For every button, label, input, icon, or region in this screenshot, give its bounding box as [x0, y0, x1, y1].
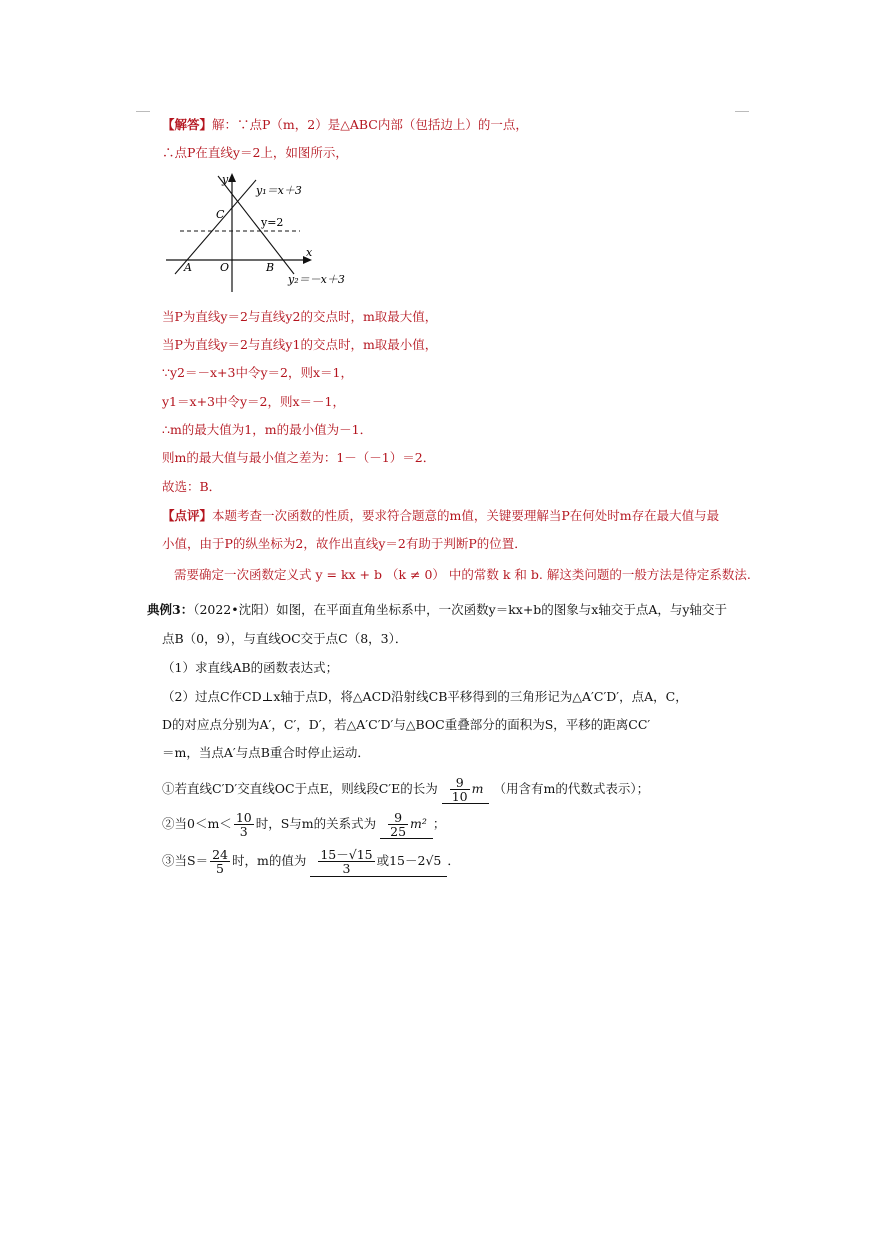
question-2-line-3: ＝m，当点A′与点B重合时停止运动．	[162, 745, 370, 760]
y-axis-arrow	[228, 173, 236, 182]
subq3-fraction	[210, 848, 230, 875]
subq1-answer	[442, 775, 490, 804]
subq1-denominator: 10	[451, 789, 468, 804]
subq2-fraction	[234, 811, 254, 838]
subq2-answer	[380, 810, 433, 839]
point-o-label: O	[220, 261, 230, 274]
subquestion-2	[162, 810, 445, 839]
example-label: 典例3：	[147, 602, 194, 617]
point-c-label: C	[216, 208, 225, 221]
subq1-variable: m	[471, 781, 484, 796]
subq2-denominator: 3	[234, 824, 254, 838]
question-1: （1）求直线AB的函数表达式；	[162, 660, 339, 675]
method-note: 需要确定一次函数定义式 y = kx + b （k ≠ 0） 中的常数 k 和 b. 解这类问题的一般方法是待定系数法.	[174, 567, 751, 582]
subq3-middle: 时，m的值为	[231, 853, 307, 868]
subq1-fraction	[450, 776, 470, 803]
solution-line-3: 当P为直线y＝2与直线y2的交点时，m取最大值，	[162, 309, 438, 324]
example-line-1	[147, 602, 727, 618]
solution-line-1	[162, 117, 528, 133]
solution-line-7: ∴m的最大值为1，m的最小值为－1．	[162, 422, 373, 437]
subq1-suffix: （用含有m的代数式表示）；	[493, 781, 650, 796]
y-axis-label: y	[222, 173, 229, 186]
subq3-numerator: 24	[212, 847, 228, 862]
x-axis-label: x	[306, 246, 313, 259]
solution-line-9: 故选：B．	[162, 479, 222, 494]
subq2-answer-fraction	[388, 811, 408, 838]
subq3-suffix: ．	[447, 853, 460, 868]
subq3-alternative: 或15－2√5	[376, 853, 442, 868]
solution-line-2: ∴点P在直线y＝2上，如图所示，	[162, 145, 348, 160]
crop-mark-right	[735, 111, 749, 112]
solution-line-8: 则m的最大值与最小值之差为：1－（－1）＝2．	[162, 450, 436, 465]
subq2-answer-numerator: 9	[394, 810, 403, 825]
comment-line-2: 小值，由于P的纵坐标为2，故作出直线y＝2有助于判断P的位置．	[162, 536, 527, 551]
line-y2-label: y₂＝－x＋3	[288, 273, 345, 286]
point-b-label: B	[266, 261, 275, 274]
line-y1-label: y₁＝x＋3	[256, 184, 302, 197]
example-line-2: 点B（0，9），与直线OC交于点C（8，3）．	[162, 631, 408, 646]
subq2-answer-denominator: 25	[390, 824, 407, 839]
subq2-prefix: ②当0＜m＜	[162, 816, 232, 831]
subq3-answer	[310, 846, 447, 877]
comment-line-1	[162, 508, 719, 524]
solution-line-6: y1＝x+3中令y＝2，则x＝－1，	[162, 394, 346, 409]
subq3-answer-denominator: 3	[318, 861, 374, 875]
subq1-numerator: 9	[455, 775, 464, 790]
subquestion-3	[162, 846, 460, 877]
question-2-line-2: D的对应点分别为A′，C′，D′，若△A′C′D′与△BOC重叠部分的面积为S，平移的距离CC′	[162, 717, 651, 732]
example-text-1: （2022•沈阳）如图，在平面直角坐标系中，一次函数y＝kx+b的图象与x轴交于点A，与y轴交于	[193, 602, 727, 617]
crop-mark-left	[136, 111, 150, 112]
dashed-line-label: y=2	[261, 216, 284, 229]
subq3-answer-numerator: 15－√15	[320, 847, 373, 862]
subq1-prefix: ①若直线C′D′交直线OC于点E，则线段C′E的长为	[162, 781, 438, 796]
question-2-line-1: （2）过点C作CD⊥x轴于点D，将△ACD沿射线CB平移得到的三角形记为△A′C′D′，点A，C，	[162, 689, 688, 704]
function-graph	[160, 170, 365, 295]
subq2-numerator: 10	[235, 810, 252, 825]
comment-tag: 【点评】	[162, 508, 213, 523]
subq3-prefix: ③当S＝	[162, 853, 209, 868]
point-a-label: A	[184, 261, 192, 274]
solution-text-1: 解：∵点P（m，2）是△ABC内部（包括边上）的一点，	[212, 117, 528, 132]
subq2-middle: 时，S与m的关系式为	[255, 816, 377, 831]
subq2-suffix: ；	[432, 816, 446, 831]
solution-line-5: ∵y2＝－x+3中令y＝2，则x＝1，	[162, 365, 353, 380]
subq2-variable: m²	[410, 816, 427, 831]
solution-tag: 【解答】	[162, 117, 213, 132]
solution-line-4: 当P为直线y＝2与直线y1的交点时，m取最小值，	[162, 337, 438, 352]
subq3-denominator: 5	[210, 861, 230, 875]
subq3-answer-fraction	[318, 848, 374, 875]
subquestion-1	[162, 775, 649, 804]
comment-text-1: 本题考查一次函数的性质，要求符合题意的m值，关键要理解当P在何处时m存在最大值与最	[212, 508, 720, 523]
